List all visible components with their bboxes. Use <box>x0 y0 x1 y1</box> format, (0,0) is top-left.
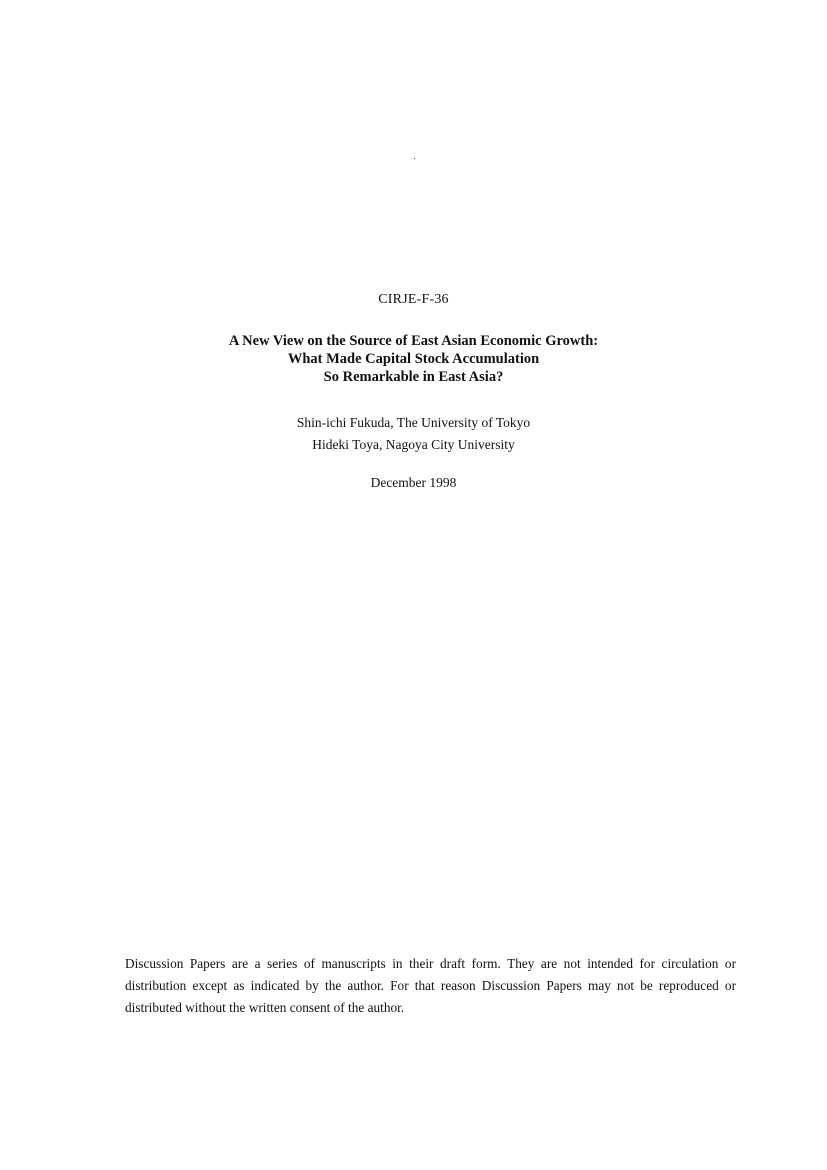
publication-date: December 1998 <box>370 475 457 490</box>
title-line-2: What Made Capital Stock Accumulation <box>287 351 540 367</box>
author-list <box>0 412 827 456</box>
author-1: Shin-ichi Fukuda, The University of Tokyo <box>296 415 531 430</box>
paper-title <box>0 332 827 386</box>
title-line-3: So Remarkable in East Asia? <box>323 369 504 385</box>
disclaimer-paragraph: Discussion Papers are a series of manuscripts in their draft form. They are not intended for circulation or distribution except as indicated by the author. For that reason Discussion Papers may not be reproduced or distributed without the written consent of the author. <box>125 956 736 1015</box>
title-line-1: A New View on the Source of East Asian Economic Growth: <box>228 333 599 349</box>
report-id: CIRJE-F-36 <box>378 292 449 307</box>
author-2: Hideki Toya, Nagoya City University <box>312 437 515 452</box>
scan-speck <box>414 158 415 159</box>
